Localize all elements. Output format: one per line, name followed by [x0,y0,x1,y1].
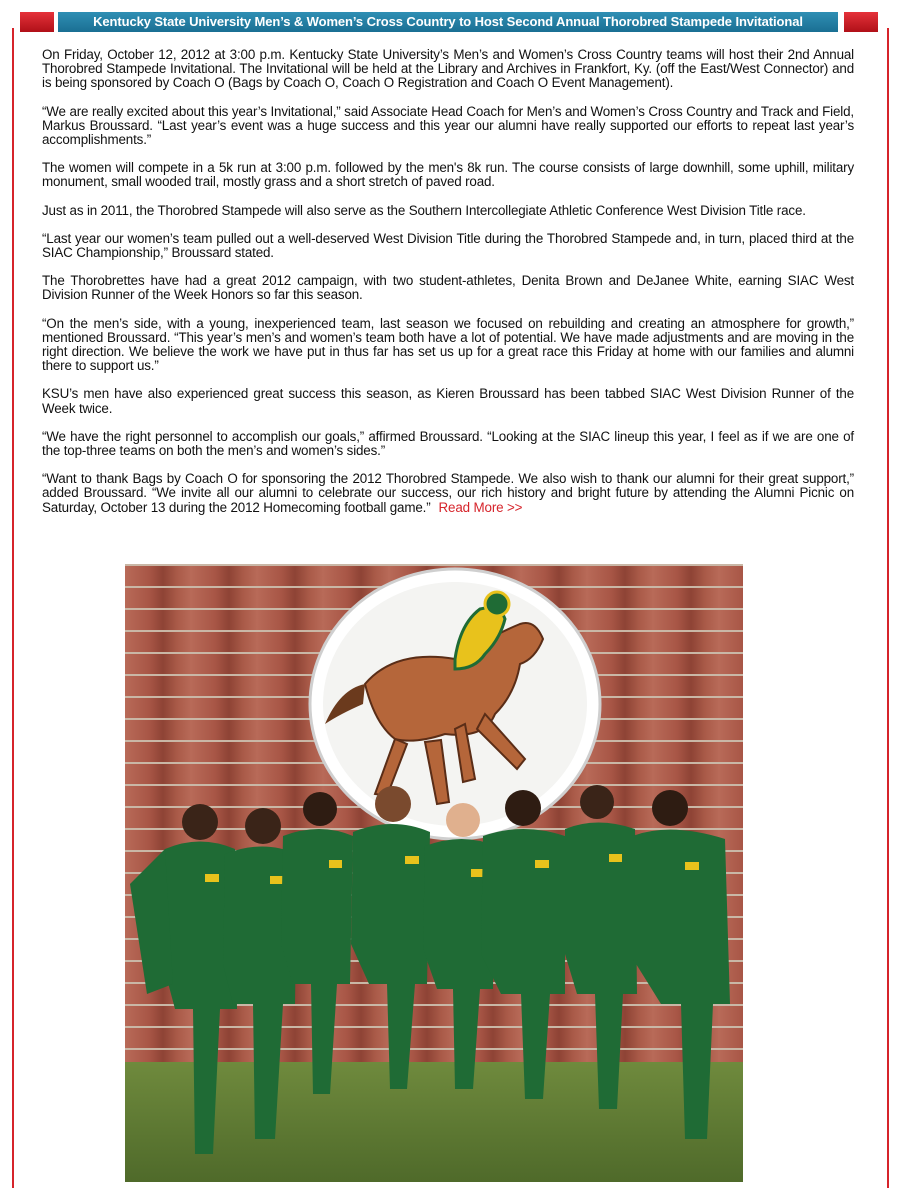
paragraph: “On the men’s side, with a young, inexperienced team, last season we focused on rebuilding and creating an atmosphere for growth,” mentioned Broussard. “This year’s men’s and women’s team both have a lot of potential. We have made adjustments and are moving in the right direction. We believe the work we have put in thus far has set us up for a great race this Friday at home with our families and alumni there to support us.” [42,315,854,374]
paragraph: Just as in 2011, the Thorobred Stampede will also serve as the Southern Intercollegiate Athletic Conference West Division Title race. [42,202,806,218]
horse-mascot-logo [310,569,600,839]
paragraph: “We are really excited about this year’s Invitational,” said Associate Head Coach for Men’s and Women’s Cross Country and Track and Field, Markus Broussard. “Last year’s event was a huge success and this year our alumni have really supported our efforts to repeat last year’s accomplishments.” [42,103,854,148]
page-border-left [12,28,14,1188]
paragraph: “Last year our women’s team pulled out a well-deserved West Division Title during the Thorobred Stampede and, in turn, placed third at the SIAC Championship,” Broussard stated. [42,230,854,261]
article-title: Kentucky State University Men’s & Women’s Cross Country to Host Second Annual Thorobred Stampede Invitational [58,12,838,32]
paragraph-last [42,472,854,515]
paragraph: KSU’s men have also experienced great success this season, as Kieren Broussard has been tabbed SIAC West Division Runner of the Week twice. [42,386,854,416]
runner-3 [281,792,353,1094]
runner-6 [481,790,565,1099]
team-photo [125,564,743,1182]
article-header [20,12,878,32]
runner-7 [565,785,637,1109]
page-border-right [887,28,889,1188]
paragraph: On Friday, October 12, 2012 at 3:00 p.m. Kentucky State University’s Men’s and Women’s Cross Country teams will host their 2nd Annual Thorobred Stampede Invitational. The Invitational will be held at the Library and Archives in Frankfort, Ky. (off the East/West Connector) and is being sponsored by Coach O (Bags by Coach O, Coach O Registration and Coach O Event Management). [42,47,854,91]
paragraph: The women will compete in a 5k run at 3:00 p.m. followed by the men's 8k run. The course consists of large downhill, some uphill, military monument, small wooded trail, mostly grass and a short stretch of paved road. [42,160,854,190]
runner-4 [351,786,430,1089]
header-accent-right [844,12,878,32]
team-illustration [125,564,743,1182]
article-body [42,48,854,529]
runner-8 [633,790,730,1139]
paragraph: The Thorobrettes have had a great 2012 campaign, with two student-athletes, Denita Brown and DeJanee White, earning SIAC West Division Runner of the Week Honors so far this season. [42,273,854,303]
paragraph: “We have the right personnel to accomplish our goals,” affirmed Broussard. “Looking at the SIAC lineup this year, I feel as if we are one of the top-three teams on both the men’s and women’s sides.” [42,428,854,459]
paragraph-text: “Want to thank Bags by Coach O for sponsoring the 2012 Thorobred Stampede. We also wish to thank our alumni for their great support,” added Broussard. “We invite all our alumni to celebrate our success, our rich history and bright future by attending the Alumni Picnic on Saturday, October 13 during the 2012 Homecoming football game.” [42,471,854,515]
runner-1 [130,804,237,1154]
read-more-link[interactable]: Read More >> [438,499,523,515]
header-accent-left [20,12,54,32]
